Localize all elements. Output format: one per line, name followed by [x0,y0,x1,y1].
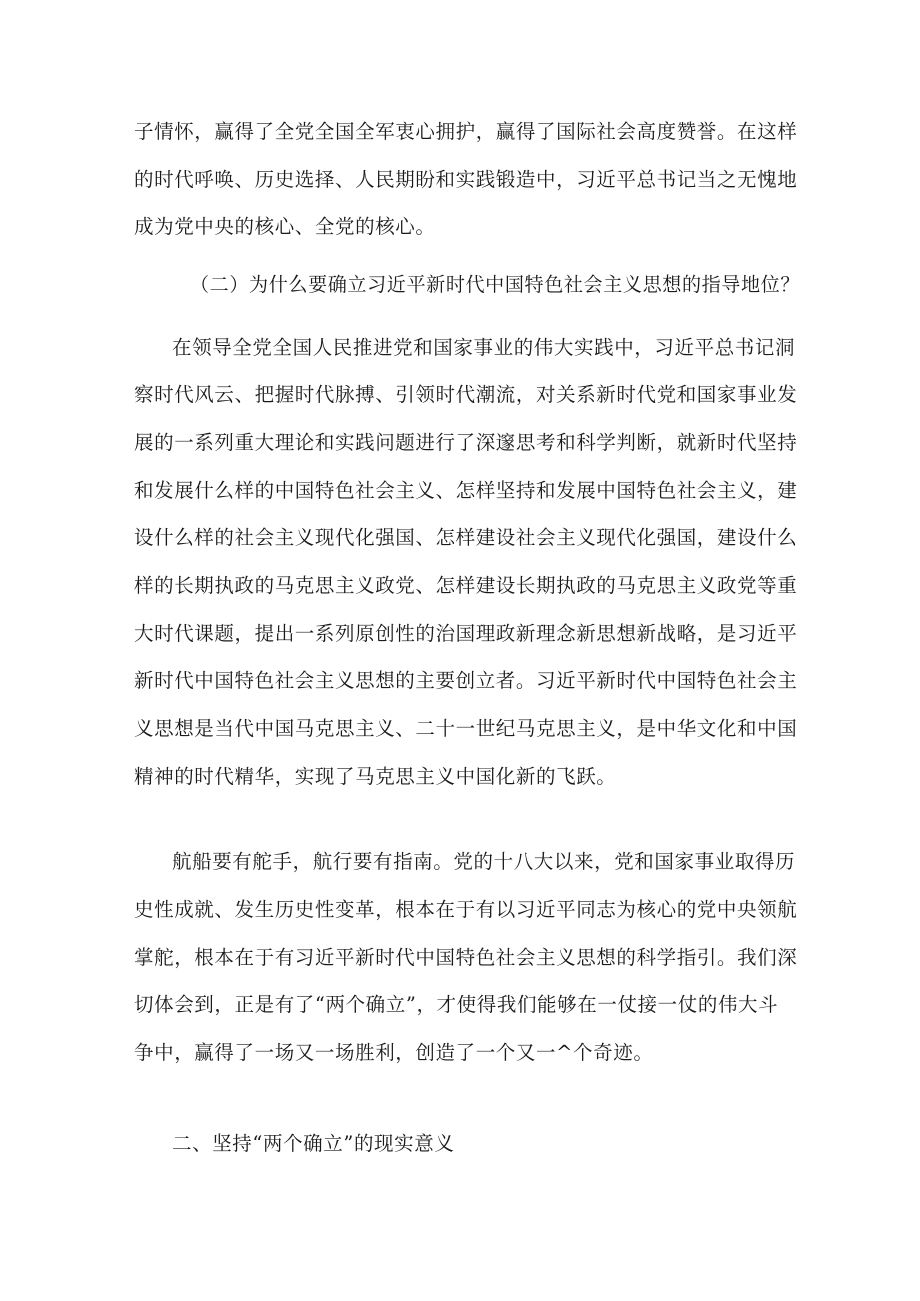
paragraph-2-line-4: 和发展什么样的中国特色社会主义、怎样坚持和发展中国特色社会主义，建 [134,479,798,502]
paragraph-2-line-6: 样的长期执政的马克思主义政党、怎样建设长期执政的马克思主义政党等重 [134,574,798,597]
paragraph-2-line-9: 义思想是当代中国马克思主义、二十一世纪马克思主义，是中华文化和中国 [134,717,798,740]
paragraph-2-line-10: 精神的时代精华，实现了马克思主义中国化新的飞跃。 [134,765,617,788]
paragraph-2-line-1: 在领导全党全国人民推进党和国家事业的伟大实践中，习近平总书记洞 [172,336,796,359]
paragraph-3-line-2: 史性成就、发生历史性变革，根本在于有以习近平同志为核心的党中央领航 [134,898,798,921]
paragraph-2-line-5: 设什么样的社会主义现代化强国、怎样建设社会主义现代化强国，建设什么 [134,526,798,549]
section-heading: 二、坚持“两个确立”的现实意义 [172,1132,455,1155]
paragraph-1-line-2: 的时代呼唤、历史选择、人民期盼和实践锻造中，习近平总书记当之无愧地 [134,168,798,191]
paragraph-2-line-2: 察时代风云、把握时代脉搏、引领时代潮流，对关系新时代党和国家事业发 [134,383,798,406]
subheading: （二）为什么要确立习近平新时代中国特色社会主义思想的指导地位？ [190,273,801,296]
paragraph-3-line-1: 航船要有舵手，航行要有指南。党的十八大以来，党和国家事业取得历 [172,850,796,873]
paragraph-1-line-1: 子情怀，赢得了全党全国全军衷心拥护，赢得了国际社会高度赞誉。在这样 [134,120,798,143]
paragraph-3-line-4: 切体会到，正是有了“两个确立”，才使得我们能够在一仗接一仗的伟大斗 [134,993,779,1016]
paragraph-2-line-7: 大时代课题，提出一系列原创性的治国理政新理念新思想新战略，是习近平 [134,622,798,645]
paragraph-3-line-3: 掌舵，根本在于有习近平新时代中国特色社会主义思想的科学指引。我们深 [134,946,798,969]
paragraph-2-line-3: 展的一系列重大理论和实践问题进行了深邃思考和科学判断，就新时代坚持 [134,431,798,454]
paragraph-3-line-5: 争中，赢得了一场又一场胜利，创造了一个又一^个奇迹。 [134,1041,654,1064]
paragraph-2-line-8: 新时代中国特色社会主义思想的主要创立者。习近平新时代中国特色社会主 [134,669,798,692]
paragraph-1-line-3: 成为党中央的核心、全党的核心。 [134,215,436,238]
